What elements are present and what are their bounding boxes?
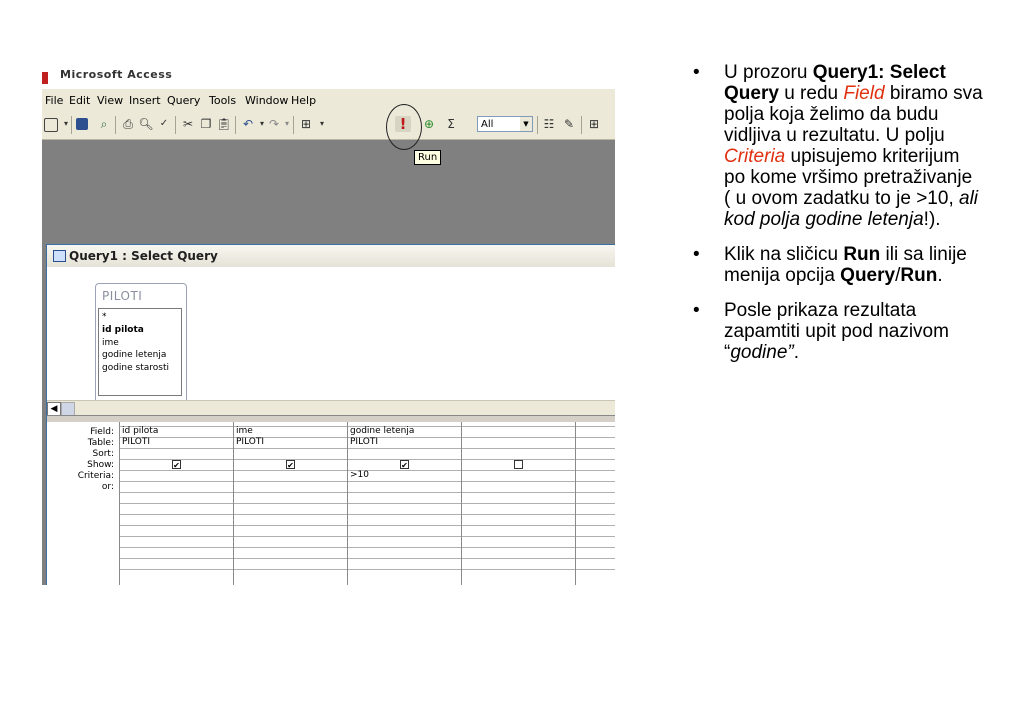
grid-sort-cell[interactable]	[120, 448, 233, 459]
undo-icon[interactable]: ↶	[242, 117, 254, 131]
field-list-item[interactable]: ime	[102, 337, 119, 348]
bullet-marker: •	[693, 244, 700, 265]
toolbar-separator	[293, 116, 294, 134]
instruction-text: !).	[923, 209, 941, 230]
grid-line	[119, 547, 615, 548]
bullet-marker: •	[693, 62, 700, 83]
menu-insert[interactable]: Insert	[129, 94, 161, 107]
grid-criteria-cell[interactable]	[234, 470, 347, 481]
toolbar-separator	[537, 116, 538, 134]
app-title-bar	[42, 62, 615, 89]
run-highlight-circle	[386, 104, 422, 150]
table-field-list[interactable]	[95, 283, 187, 401]
table-name: PILOTI	[102, 289, 143, 303]
grid-field-cell[interactable]: ime	[236, 426, 253, 436]
grid-sort-cell[interactable]	[234, 448, 347, 459]
instruction-text: biramo sva polja koja želimo da budu vidljiva u rezultatu. U polju	[724, 83, 983, 146]
grid-table-cell[interactable]	[462, 437, 575, 448]
instruction-text: .	[793, 342, 799, 363]
menu-tools[interactable]: Tools	[209, 94, 237, 107]
query-window	[46, 244, 615, 585]
grid-line	[119, 525, 615, 526]
instruction-text: Posle prikaza rezultata zapamtiti upit pod nazivom “	[724, 300, 949, 363]
grid-criteria-cell[interactable]: >10	[350, 470, 369, 480]
grid-table-cell[interactable]: PILOTI	[236, 437, 265, 447]
access-app-icon	[42, 72, 48, 84]
grid-line	[119, 503, 615, 504]
grid-column-divider[interactable]	[575, 422, 576, 585]
toolbar-separator	[235, 116, 236, 134]
horizontal-scrollbar[interactable]	[47, 400, 615, 415]
toolbar-separator	[71, 116, 72, 134]
instruction-list	[693, 62, 983, 377]
top-values-combo-value: All	[481, 119, 494, 130]
instruction-item	[693, 62, 983, 230]
database-window-icon[interactable]: ⊞	[588, 117, 600, 131]
dropdown-arrow-icon[interactable]: ▾	[259, 119, 264, 128]
menu-bar	[42, 89, 615, 111]
print-preview-icon[interactable]: 🔍︎	[138, 117, 154, 131]
instruction-text: upisujemo kriterijum po kome vršimo pretraživanje ( u ovom zadatku to je >10,	[724, 146, 973, 209]
instruction-text: u redu	[778, 83, 844, 104]
toolbar-separator	[581, 116, 582, 134]
instruction-text: U prozoru	[724, 62, 813, 83]
field-list	[98, 308, 182, 396]
dropdown-arrow-icon[interactable]: ▾	[284, 119, 289, 128]
table-pane	[47, 267, 615, 400]
query-window-title: Query1 : Select Query	[69, 249, 218, 263]
menu-edit[interactable]: Edit	[69, 94, 91, 107]
grid-sort-cell[interactable]	[348, 448, 461, 459]
spelling-icon[interactable]: ✓	[159, 118, 169, 129]
print-icon[interactable]: ⎙	[123, 117, 133, 131]
instruction-text: Klik na sličicu	[724, 244, 844, 265]
query-icon	[53, 250, 66, 262]
menu-query[interactable]: Query	[167, 94, 201, 107]
instruction-text: /	[895, 265, 901, 286]
instruction-italic: ali kod polja godine letenja	[724, 188, 979, 230]
grid-table-cell[interactable]: PILOTI	[350, 437, 379, 447]
instruction-item	[693, 244, 983, 286]
query-type-icon[interactable]: ⊞	[300, 117, 312, 131]
paste-icon[interactable]: 📋︎	[216, 117, 232, 131]
row-label-table: Table:	[87, 438, 114, 448]
properties-icon[interactable]: ☷	[543, 117, 555, 131]
grid-criteria-cell[interactable]	[120, 470, 233, 481]
mdi-workspace	[42, 140, 615, 242]
grid-line	[119, 492, 615, 493]
build-icon[interactable]: ✎	[563, 117, 575, 131]
dropdown-arrow-icon[interactable]: ▾	[63, 119, 68, 128]
grid-line	[119, 536, 615, 537]
menu-help[interactable]: Help	[291, 94, 317, 107]
query-window-title-bar[interactable]	[47, 245, 615, 268]
grid-table-cell[interactable]: PILOTI	[122, 437, 151, 447]
cut-icon[interactable]: ✂	[182, 117, 194, 131]
instruction-highlight: Criteria	[724, 146, 786, 167]
redo-icon[interactable]: ↷	[268, 117, 280, 131]
show-checkbox[interactable]	[514, 460, 523, 469]
grid-line	[119, 569, 615, 570]
instruction-emphasis: Query1: Select Query	[724, 62, 946, 104]
toolbar-separator	[175, 116, 176, 134]
instruction-text: ili sa linije menija opcija	[724, 244, 967, 286]
grid-line	[119, 459, 615, 460]
dropdown-arrow-icon[interactable]: ▾	[319, 119, 324, 128]
instruction-italic: godine”	[730, 342, 794, 363]
instruction-text: .	[937, 265, 943, 286]
row-label-criteria: Criteria:	[77, 471, 114, 481]
row-label-field: Field:	[90, 427, 114, 437]
exclamation-run-icon[interactable]: !	[395, 116, 411, 132]
instruction-item	[693, 300, 983, 363]
toolbar	[42, 111, 615, 140]
grid-field-cell[interactable]	[462, 426, 575, 437]
menu-file[interactable]: File	[45, 94, 64, 107]
copy-icon[interactable]: ❐	[200, 117, 212, 131]
design-grid	[47, 422, 615, 585]
scroll-thumb[interactable]	[61, 402, 75, 416]
grid-line	[119, 481, 615, 482]
show-checkbox[interactable]: ✔	[401, 461, 408, 470]
row-label-show: Show:	[87, 460, 114, 470]
run-tooltip: Run	[414, 150, 441, 165]
bullet-marker: •	[693, 300, 700, 321]
row-label-sort: Sort:	[92, 449, 114, 459]
grid-field-cell[interactable]: godine letenja	[350, 426, 415, 436]
show-checkbox[interactable]: ✔	[173, 461, 180, 470]
show-checkbox[interactable]: ✔	[287, 461, 294, 470]
scroll-left-icon[interactable]: ◀	[47, 402, 61, 416]
view-icon[interactable]	[44, 118, 58, 132]
field-list-item[interactable]: godine letenja	[102, 350, 167, 361]
instruction-emphasis: Query	[840, 265, 896, 286]
app-title: Microsoft Access	[60, 68, 173, 81]
totals-sigma-icon[interactable]: Σ	[447, 117, 455, 131]
grid-line	[119, 558, 615, 559]
grid-field-cell[interactable]: id pilota	[122, 426, 159, 436]
toolbar-separator	[115, 116, 116, 134]
field-list-item[interactable]: *	[102, 312, 107, 322]
grid-line	[119, 514, 615, 515]
show-table-icon[interactable]: ⊕	[423, 117, 435, 131]
instruction-highlight: Field	[843, 83, 885, 104]
chevron-down-icon[interactable]: ▼	[520, 117, 532, 131]
top-values-combo[interactable]	[477, 116, 533, 132]
menu-window[interactable]: Window	[245, 94, 289, 107]
instruction-emphasis: Run	[900, 265, 938, 286]
field-list-item[interactable]: id pilota	[102, 324, 144, 335]
row-label-or: or:	[101, 482, 114, 492]
field-list-item[interactable]: godine starosti	[102, 363, 169, 374]
access-screenshot	[42, 62, 615, 585]
save-icon[interactable]	[76, 118, 88, 130]
instruction-emphasis: Run	[843, 244, 881, 265]
search-db-icon[interactable]: ⌕	[100, 117, 108, 131]
menu-view[interactable]: View	[97, 94, 124, 107]
